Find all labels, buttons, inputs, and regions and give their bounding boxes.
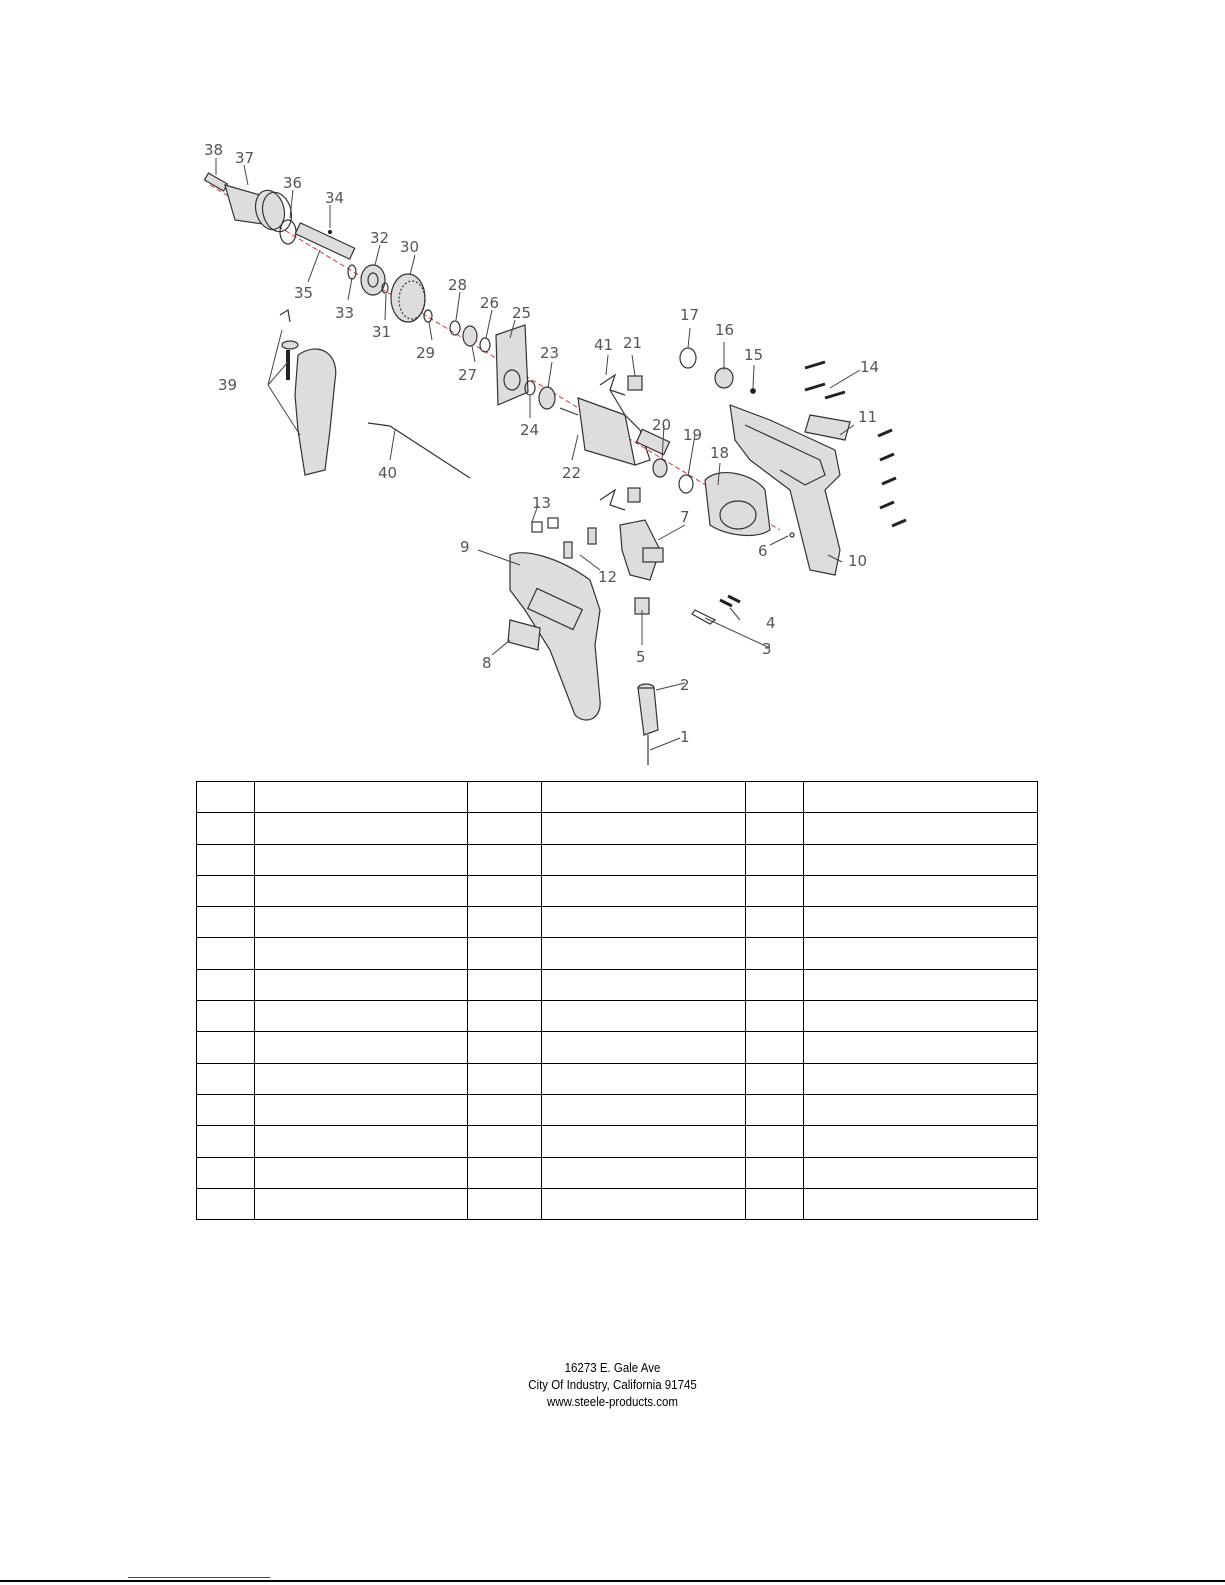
table-cell xyxy=(542,1157,746,1188)
table-cell xyxy=(804,1001,1038,1032)
table-cell xyxy=(255,1032,468,1063)
table-cell xyxy=(746,875,804,906)
part-37-chuck xyxy=(225,185,296,235)
table-cell xyxy=(255,813,468,844)
part-15-dot xyxy=(751,389,756,394)
table-cell xyxy=(542,1094,746,1125)
table-cell xyxy=(746,813,804,844)
table-cell xyxy=(542,1063,746,1094)
callout-5: 5 xyxy=(636,648,646,666)
table-row xyxy=(197,1063,1038,1094)
table-cell xyxy=(804,907,1038,938)
callout-18: 18 xyxy=(710,444,730,462)
table-cell xyxy=(197,1094,255,1125)
table-row xyxy=(197,907,1038,938)
callout-27: 27 xyxy=(458,366,478,384)
footer-address xyxy=(0,1360,1225,1411)
callout-12: 12 xyxy=(598,568,618,586)
page-bottom-rule xyxy=(0,1580,1225,1582)
callout-9: 9 xyxy=(460,538,470,556)
table-cell xyxy=(255,1063,468,1094)
part-4-screws xyxy=(720,596,740,606)
table-cell xyxy=(542,1001,746,1032)
table-cell xyxy=(542,844,746,875)
part-2-cord-guard xyxy=(638,684,658,735)
callout-41: 41 xyxy=(594,336,614,354)
table-cell xyxy=(468,938,542,969)
callout-39: 39 xyxy=(218,376,238,394)
table-cell xyxy=(197,938,255,969)
part-19-washer xyxy=(679,475,693,493)
part-39-aux-handle xyxy=(280,310,336,475)
table-cell xyxy=(255,907,468,938)
table-cell xyxy=(804,875,1038,906)
table-cell xyxy=(804,782,1038,813)
table-cell xyxy=(255,938,468,969)
callout-16: 16 xyxy=(715,321,735,339)
part-32-bearing xyxy=(361,265,385,295)
part-16-cap xyxy=(715,368,733,388)
table-cell xyxy=(197,1157,255,1188)
callout-14: 14 xyxy=(860,358,880,376)
callout-30: 30 xyxy=(400,238,420,256)
address-line-1: 16273 E. Gale Ave xyxy=(564,1361,661,1375)
table-cell xyxy=(746,1063,804,1094)
table-cell xyxy=(746,969,804,1000)
table-cell xyxy=(746,1126,804,1157)
part-17-disc xyxy=(680,348,696,368)
callout-6: 6 xyxy=(758,542,768,560)
part-35-spindle xyxy=(295,223,354,259)
table-cell xyxy=(197,844,255,875)
part-27-bearing xyxy=(463,326,477,346)
part-25-plate xyxy=(496,325,528,405)
table-row xyxy=(197,1094,1038,1125)
part-11-label xyxy=(805,415,850,440)
parts-list-table xyxy=(196,781,1038,1220)
table-cell xyxy=(468,1094,542,1125)
table-cell xyxy=(255,1157,468,1188)
callout-23: 23 xyxy=(540,344,560,362)
table-cell xyxy=(197,1032,255,1063)
table-cell xyxy=(468,782,542,813)
callout-20: 20 xyxy=(652,416,672,434)
table-cell xyxy=(542,782,746,813)
table-cell xyxy=(542,907,746,938)
table-cell xyxy=(468,813,542,844)
part-12-brush-holder xyxy=(564,528,596,558)
table-row xyxy=(197,1032,1038,1063)
table-row xyxy=(197,1001,1038,1032)
part-20-bearing xyxy=(653,459,667,477)
callout-13: 13 xyxy=(532,494,552,512)
callout-7: 7 xyxy=(680,508,690,526)
table-cell xyxy=(197,875,255,906)
table-cell xyxy=(746,844,804,875)
table-cell xyxy=(542,938,746,969)
table-row xyxy=(197,875,1038,906)
table-cell xyxy=(804,938,1038,969)
table-cell xyxy=(468,844,542,875)
table-cell xyxy=(255,782,468,813)
part-26-washer xyxy=(480,338,490,352)
part-33-ring xyxy=(348,265,356,279)
table-cell xyxy=(197,1188,255,1219)
table-cell xyxy=(468,1032,542,1063)
table-cell xyxy=(468,907,542,938)
callout-29: 29 xyxy=(416,344,436,362)
callout-25: 25 xyxy=(512,304,532,322)
table-cell xyxy=(255,1001,468,1032)
table-row xyxy=(197,813,1038,844)
part-23-bearing xyxy=(539,387,555,409)
table-cell xyxy=(542,813,746,844)
part-34-ball xyxy=(328,230,331,233)
table-cell xyxy=(468,1157,542,1188)
callout-19: 19 xyxy=(683,426,703,444)
parts-table-body xyxy=(197,782,1038,1220)
table-row xyxy=(197,1126,1038,1157)
table-cell xyxy=(255,1188,468,1219)
part-10-screws xyxy=(878,430,906,526)
table-cell xyxy=(804,813,1038,844)
table-cell xyxy=(746,1188,804,1219)
callout-4: 4 xyxy=(766,614,776,632)
table-cell xyxy=(804,1188,1038,1219)
callout-15: 15 xyxy=(744,346,764,364)
table-cell xyxy=(804,1126,1038,1157)
callout-35: 35 xyxy=(294,284,314,302)
callout-32: 32 xyxy=(370,229,390,247)
table-cell xyxy=(804,1032,1038,1063)
table-cell xyxy=(468,875,542,906)
callout-22: 22 xyxy=(562,464,582,482)
address-line-2: City Of Industry, California 91745 xyxy=(528,1378,697,1392)
table-cell xyxy=(542,1126,746,1157)
callout-24: 24 xyxy=(520,421,540,439)
table-cell xyxy=(255,844,468,875)
table-cell xyxy=(468,1001,542,1032)
table-cell xyxy=(542,875,746,906)
table-cell xyxy=(197,813,255,844)
table-cell xyxy=(197,907,255,938)
callout-31: 31 xyxy=(372,323,392,341)
part-21-carbon-brush xyxy=(628,376,642,390)
table-cell xyxy=(746,1001,804,1032)
table-cell xyxy=(746,782,804,813)
table-cell xyxy=(746,907,804,938)
part-3-cord-clamp xyxy=(692,610,715,624)
callout-8: 8 xyxy=(482,654,492,672)
table-cell xyxy=(255,875,468,906)
table-cell xyxy=(804,1063,1038,1094)
part-7-switch xyxy=(620,520,663,580)
table-cell xyxy=(197,1126,255,1157)
table-row xyxy=(197,844,1038,875)
table-cell xyxy=(804,1094,1038,1125)
callout-36: 36 xyxy=(283,174,303,192)
callout-34: 34 xyxy=(325,189,345,207)
callout-28: 28 xyxy=(448,276,468,294)
table-cell xyxy=(804,844,1038,875)
table-cell xyxy=(197,1063,255,1094)
table-cell xyxy=(542,969,746,1000)
table-row xyxy=(197,782,1038,813)
exploded-parts-diagram xyxy=(180,130,940,770)
part-13-switch-clip xyxy=(532,518,558,532)
website-link[interactable]: www.steele-products.com xyxy=(546,1395,679,1409)
part-30-gear xyxy=(391,274,425,322)
part-29-ring xyxy=(424,310,432,322)
part-38-screw xyxy=(204,173,227,191)
table-cell xyxy=(468,1063,542,1094)
callout-11: 11 xyxy=(858,408,878,426)
table-cell xyxy=(746,1094,804,1125)
callout-10: 10 xyxy=(848,552,868,570)
table-row xyxy=(197,1188,1038,1219)
table-cell xyxy=(255,969,468,1000)
table-cell xyxy=(197,782,255,813)
table-cell xyxy=(197,969,255,1000)
part-28-ring xyxy=(450,321,460,335)
table-cell xyxy=(804,1157,1038,1188)
table-cell xyxy=(468,969,542,1000)
table-cell xyxy=(468,1188,542,1219)
bottom-link-underline[interactable] xyxy=(128,1577,270,1578)
callout-17: 17 xyxy=(680,306,700,324)
callout-40: 40 xyxy=(378,464,398,482)
table-cell xyxy=(746,1157,804,1188)
callout-1: 1 xyxy=(680,728,690,746)
part-6-pin xyxy=(790,533,794,537)
callout-33: 33 xyxy=(335,304,355,322)
table-row xyxy=(197,1157,1038,1188)
callout-3: 3 xyxy=(762,640,772,658)
callout-37: 37 xyxy=(235,149,255,167)
table-row xyxy=(197,969,1038,1000)
table-cell xyxy=(197,1001,255,1032)
table-cell xyxy=(542,1032,746,1063)
part-18-stator xyxy=(705,473,770,536)
callout-2: 2 xyxy=(680,676,690,694)
table-cell xyxy=(746,1032,804,1063)
table-cell xyxy=(255,1094,468,1125)
table-cell xyxy=(746,938,804,969)
callout-26: 26 xyxy=(480,294,500,312)
callout-38: 38 xyxy=(204,141,224,159)
table-cell xyxy=(468,1126,542,1157)
table-cell xyxy=(255,1126,468,1157)
table-row xyxy=(197,938,1038,969)
callout-21: 21 xyxy=(623,334,643,352)
part-14-screws xyxy=(805,362,845,398)
table-cell xyxy=(542,1188,746,1219)
table-cell xyxy=(804,969,1038,1000)
